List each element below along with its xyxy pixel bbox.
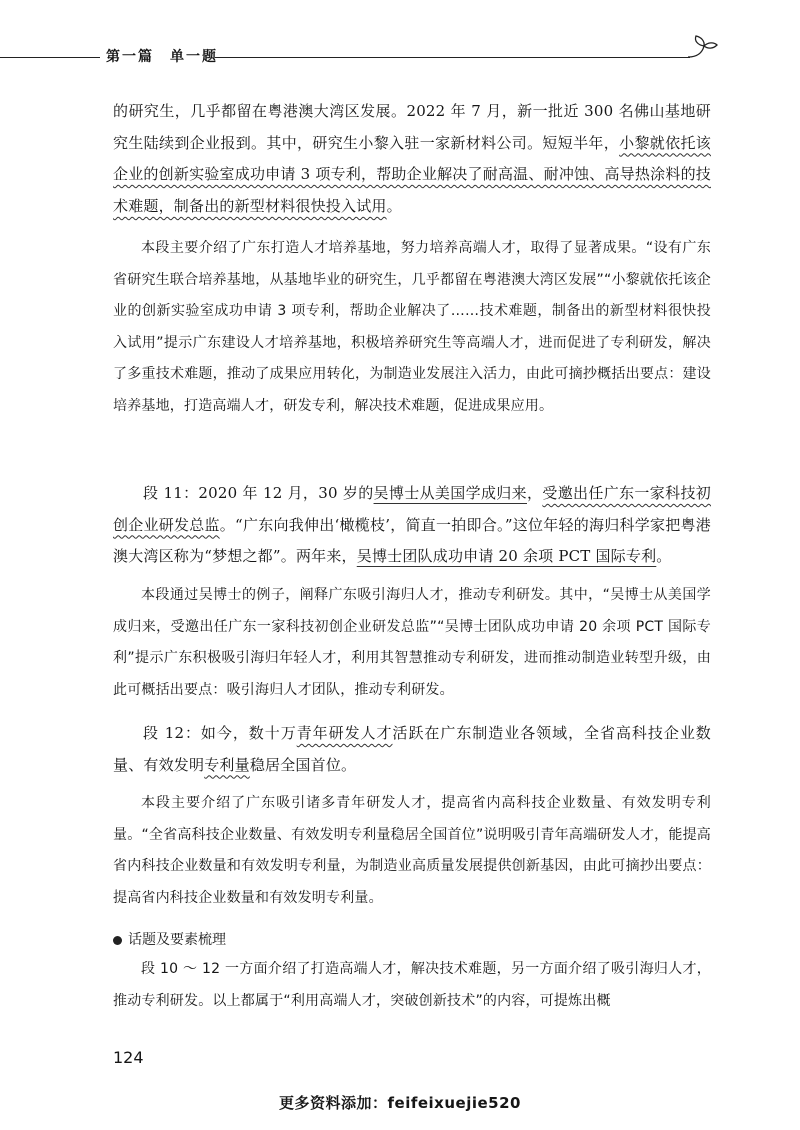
para12-key-phrase-1: 青年研发人才 <box>296 724 393 742</box>
para1-text: 的研究生，几乎都留在粤港澳大湾区发展。2022 年 7 月，新一批近 300 名佛山基地研究生陆续到企业报到。其中，研究生小黎入驻一家新材料公司。短短半年， <box>113 102 711 152</box>
para12-label: 段 12：如今，数十万 <box>143 724 297 742</box>
analysis-paragraph-12 <box>113 788 711 914</box>
footer-note: 更多资料添加：feifeixuejie520 <box>279 1094 521 1112</box>
paragraph-11 <box>113 478 711 573</box>
header-rule-right <box>215 57 690 58</box>
para11-text: 。“广东向我伸出‘橄榄枝’，简直一拍即合。”这位年轻的海归科学家把粤港澳大湾区称为“梦想之都”。两年来， <box>113 515 711 566</box>
chapter-title: 第一篇 单一题 <box>106 49 218 65</box>
para11-end: 。 <box>656 547 672 566</box>
para11-comma: ， <box>527 484 543 502</box>
analysis-text: 本段主要介绍了广东打造人才培养基地，努力培养高端人才，取得了显著成果。“设有广东省研究生联合培养基地，从基地毕业的研究生，几乎都留在粤港澳大湾区发展”“小黎就依托该企业的创新实验室成功申请 3 项专利，帮助企业解决了……技术难题，制备出的新型材料很快投入试用”提示广东建设人才培养基地，积极培养研究生等高端人才，进而促进了专利研发，解决了多重技术难题，推动了成果应用转化，为制造业发展注入活力，由此可摘抄概括出要点：建设培养基地，打造高端人才，研发专利，解决技术难题，促进成果应用。 <box>113 240 711 414</box>
para11-key-phrase-1: 吴博士从美国学成归来 <box>373 484 527 502</box>
page-number: 124 <box>113 1048 144 1067</box>
para12-text: 活跃在广东制造业各领域，全省高科技企业数量、有效发明 <box>113 724 711 774</box>
para11-key-phrase-3: 吴博士团队成功申请 20 余项 PCT 国际专利 <box>356 547 657 566</box>
para1-end: 。 <box>386 196 402 215</box>
bullet-icon <box>113 936 122 945</box>
analysis-paragraph-11 <box>113 580 711 706</box>
sprout-icon <box>680 32 720 66</box>
running-header <box>0 18 800 68</box>
analysis-text: 本段主要介绍了广东吸引诸多青年研发人才，提高省内高科技企业数量、有效发明专利量。“全省高科技企业数量、有效发明专利量稳居全国首位”说明吸引青年高端研发人才，能提高省内科技企业数量和有效发明专利量，为制造业高质量发展提供创新基因，由此可摘抄出要点：提高省内科技企业数量和有效发明专利量。 <box>113 795 711 906</box>
para11-label: 段 11：2020 年 12 月，30 岁的 <box>143 484 374 502</box>
header-rule-left <box>0 57 100 58</box>
section-heading-text: 话题及要素梳理 <box>128 932 226 948</box>
summary-paragraph <box>113 954 711 1017</box>
analysis-text: 本段通过吴博士的例子，阐释广东吸引海归人才，推动专利研发。其中，“吴博士从美国学成归来，受邀出任广东一家科技初创企业研发总监”“吴博士团队成功申请 20 余项 PCT 国际专利”提示广东积极吸引海归年轻人才，利用其智慧推动专利研发，进而推动制造业转型升级，由此可概括出要点：吸引海归人才团队，推动专利研发。 <box>113 587 711 698</box>
paragraph-12 <box>113 718 711 781</box>
para12-key-phrase-2: 专利量 <box>204 755 250 774</box>
summary-text: 段 10 ～ 12 一方面介绍了打造高端人才，解决技术难题，另一方面介绍了吸引海归人才，推动专利研发。以上都属于“利用高端人才，突破创新技术”的内容，可提炼出概 <box>113 961 711 1009</box>
para1-key-sentence: 小黎就依托该企业的创新实验室成功申请 3 项专利，帮助企业解决了耐高温、耐冲蚀、高导热涂料的技术难题，制备出的新型材料很快投入试用 <box>113 133 711 215</box>
section-heading <box>113 926 711 954</box>
analysis-paragraph-10 <box>113 233 711 422</box>
para12-end: 稳居全国首位。 <box>249 755 357 774</box>
para11-key-phrase-2: 受邀出任广东一家科技初创企业研发总监 <box>113 484 711 534</box>
paragraph-10-continued <box>113 96 711 222</box>
